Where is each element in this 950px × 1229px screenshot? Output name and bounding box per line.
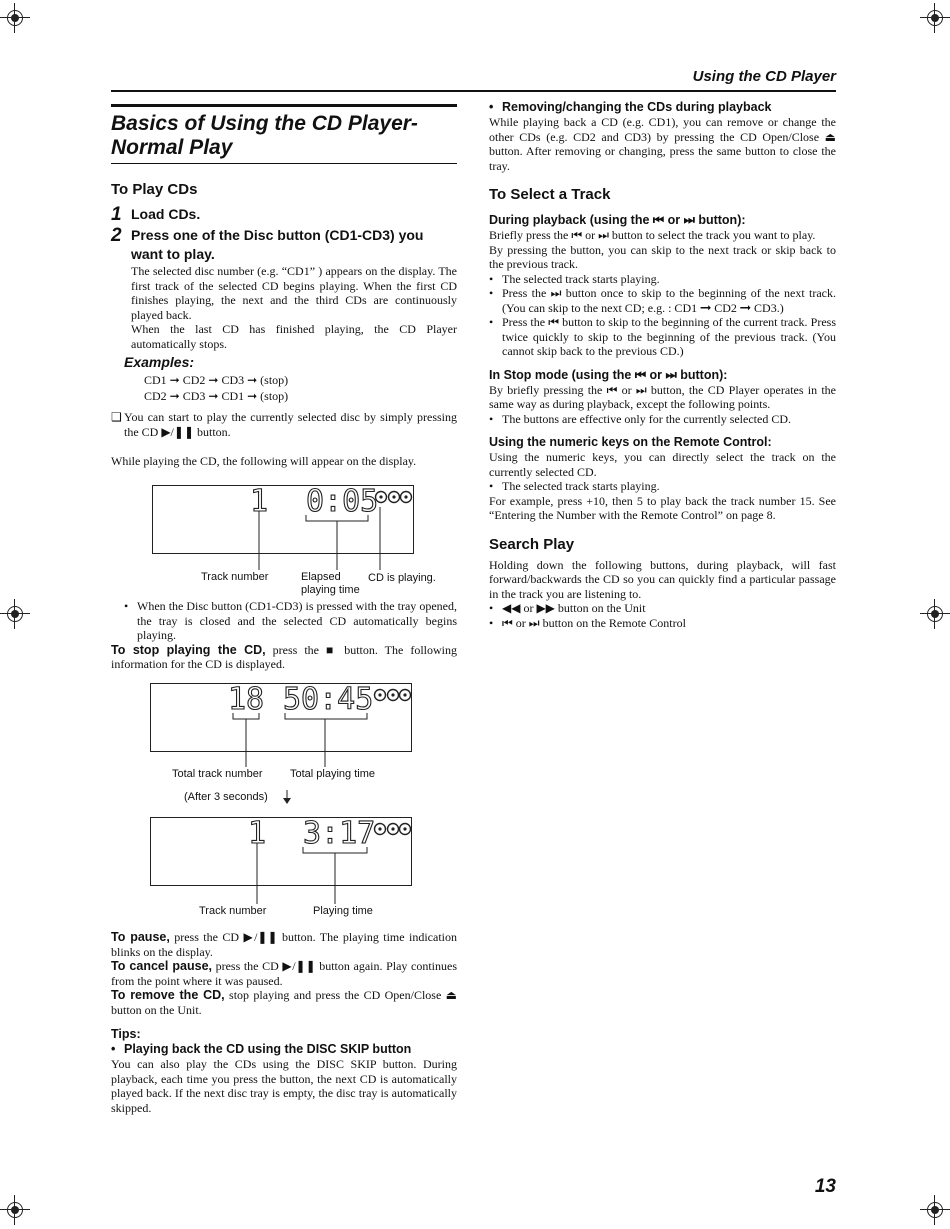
during-bullet-2: • Press the ⏭ button once to skip to the beginning of the next track. (You can skip to the next CD; e.g. : CD1 ➞ CD2 ➞ CD3.)	[489, 286, 836, 315]
during-playback-heading: During playback (using the ⏮ or ⏭ button):	[489, 213, 746, 227]
bullet-disc-button: • When the Disc button (CD1-CD3) is pressed with the tray opened, the tray is closed and the selected CD automatically begins playing.	[124, 599, 457, 642]
left-mid-block	[111, 599, 457, 672]
label-track-number-2: Track number	[199, 905, 267, 917]
during-bullet-3: • Press the ⏮ button to skip to the beginning of the current track. Press twice quickly to skip to the beginning of the previous track. (You cannot skip back to the previous CD.)	[489, 315, 836, 358]
running-header: Using the CD Player	[692, 68, 836, 85]
stop-mode-heading: In Stop mode (using the ⏮ or ⏭ button):	[489, 367, 728, 382]
note-text: You can start to play the currently selected disc by simply pressing the CD ▶/❚❚ button.	[124, 410, 457, 439]
step-2-description-2: When the last CD has finished playing, the CD Player automatically stops.	[131, 322, 457, 351]
step-number: 2	[111, 225, 122, 246]
section-title-line1: Basics of Using the CD Player-	[111, 112, 418, 135]
stop-mode-bullet: • The buttons are effective only for the currently selected CD.	[489, 411, 792, 426]
label-cd-playing: CD is playing.	[368, 572, 436, 584]
search-bullet-1: • ◀◀ or ▶▶ button on the Unit	[489, 601, 646, 615]
example-1: CD1 ➞ CD2 ➞ CD3 ➞ (stop)	[144, 373, 289, 387]
step-number: 1	[111, 204, 122, 225]
tips-heading: Tips:	[111, 1027, 141, 1041]
right-column	[489, 100, 836, 630]
search-play-text: Holding down the following buttons, during playback, will fast forward/backwards the CD so you can quickly find a particular passage in the track you are listening to.	[489, 557, 836, 601]
during-text-2: By pressing the button, you can skip to the next track or skip back to the previous track.	[489, 242, 836, 271]
label-playing-time-2: Playing time	[313, 905, 373, 917]
heading-select-track: To Select a Track	[489, 186, 611, 203]
heading-search-play: Search Play	[489, 535, 575, 553]
cancel-pause-paragraph: To cancel pause, press the CD ▶/❚❚ button again. Play continues from the point where it was paused.	[111, 959, 457, 988]
pause-paragraph: To pause, press the CD ▶/❚❚ button. The playing time indication blinks on the display.	[111, 930, 457, 959]
step-text: Press one of the Disc button (CD1-CD3) you want to play.	[131, 227, 424, 262]
while-playing-text: While playing the CD, the following will appear on the display.	[111, 454, 417, 468]
step-text: Load CDs.	[131, 206, 201, 222]
lcd1-track-digits: 1	[250, 484, 269, 519]
section-title-line2: Normal Play	[111, 136, 233, 159]
label-track-number: Track number	[201, 571, 269, 583]
example-2: CD2 ➞ CD3 ➞ CD1 ➞ (stop)	[144, 389, 289, 403]
label-playing-time: playing time	[301, 584, 360, 596]
stop-mode-text: By briefly pressing the ⏮ or ⏭ button, the CD Player operates in the same way as during playback, except the following points.	[489, 382, 836, 411]
during-bullet-1: • The selected track starts playing.	[489, 271, 660, 286]
numeric-keys-bullet: • The selected track starts playing.	[489, 479, 660, 493]
page-number: 13	[814, 1176, 836, 1197]
label-total-track-number: Total track number	[172, 768, 263, 780]
lcd3-time-digits: 3:17	[303, 816, 376, 851]
search-bullet-2: • ⏮ or ⏭ button on the Remote Control	[489, 615, 686, 630]
tip-1-title: • Playing back the CD using the DISC SKIP button	[111, 1042, 412, 1056]
numeric-keys-text: Using the numeric keys, you can directly select the track on the currently selected CD.	[489, 450, 836, 479]
lcd3-track-digits: 1	[248, 816, 267, 851]
examples-title: Examples:	[124, 354, 195, 370]
lcd1-time-digits: 0:05	[306, 484, 379, 519]
note-box-icon: ❑	[111, 410, 122, 424]
label-elapsed: Elapsed	[301, 571, 341, 583]
tip-1-text: You can also play the CDs using the DISC SKIP button. During playback, each time you press the button, the next CD is automatically played back. If the next disc tray is empty, the disc tray is automatically skipped.	[111, 1057, 457, 1115]
label-total-playing-time: Total playing time	[290, 768, 375, 780]
label-after-3-seconds: (After 3 seconds)	[184, 791, 268, 803]
lcd2-track-digits: 18	[228, 682, 265, 717]
remove-cd-paragraph: To remove the CD, stop playing and press the CD Open/Close ⏏ button on the Unit.	[111, 988, 457, 1017]
numeric-keys-heading: Using the numeric keys on the Remote Control:	[489, 435, 772, 449]
step-2-description: The selected disc number (e.g. “CD1” ) appears on the display. The first track of the selected CD begins playing. When the first CD finishes playing, the next and the third CDs are continuously played back.	[131, 264, 457, 322]
stop-paragraph: To stop playing the CD, press the ■ button. The following information for the CD is displayed.	[111, 642, 457, 671]
heading-to-play-cds: To Play CDs	[111, 181, 198, 198]
left-bottom-block	[111, 930, 457, 1115]
during-text-1: Briefly press the ⏮ or ⏭ button to select the track you want to play.	[489, 228, 816, 242]
removing-heading: • Removing/changing the CDs during playback	[489, 100, 772, 114]
removing-text: While playing back a CD (e.g. CD1), you can remove or change the other CDs (e.g. CD2 and CD3) by pressing the CD Open/Close ⏏ button. After removing or changing, press the same button to close the tray.	[489, 115, 836, 173]
lcd2-time-digits: 50:45	[283, 682, 374, 717]
numeric-keys-example: For example, press +10, then 5 to play back the track number 15. See “Entering the Number with the Remote Control” on page 8.	[489, 493, 836, 522]
